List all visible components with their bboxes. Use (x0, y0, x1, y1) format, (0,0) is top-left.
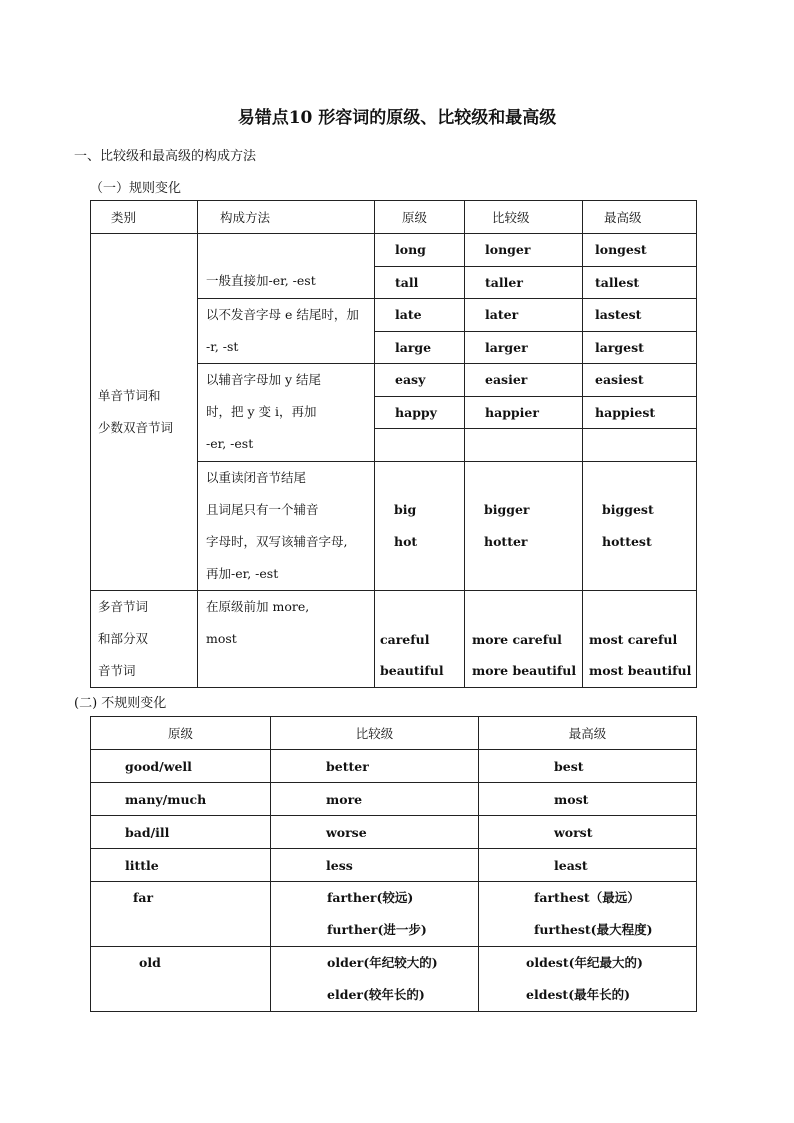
irregular-heading: (二) 不规则变化 (74, 696, 167, 711)
table-row (91, 234, 697, 267)
word: elder(较年长的) (327, 987, 425, 1002)
word: most beautiful (589, 662, 692, 678)
word: farther(较远) (327, 890, 414, 905)
header-comparative: 比较级 (465, 201, 583, 234)
method-line: most (206, 630, 237, 646)
method-line: 再加-er, -est (206, 565, 279, 581)
method-line: 以不发音字母 e 结尾时，加 (206, 307, 359, 322)
method-cell (198, 299, 375, 364)
method-line: 字母时，双写该辅音字母, (206, 533, 348, 549)
header-superlative: 最高级 (479, 717, 697, 750)
header-positive: 原级 (375, 201, 465, 234)
word-cell: far (91, 882, 271, 947)
table-row (91, 882, 697, 947)
table-row (91, 947, 697, 1012)
table-row (91, 783, 697, 816)
word-cell: easier (465, 364, 583, 397)
word-cell: easy (375, 364, 465, 397)
word-cell: good/well (91, 750, 271, 783)
category-line: 少数双音节词 (98, 419, 174, 435)
page-title: 易错点10 形容词的原级、比较级和最高级 (237, 108, 557, 128)
word-cell: least (479, 849, 697, 882)
category-multi (91, 590, 198, 687)
word-cell: lastest (583, 299, 697, 332)
word-cell: better (271, 750, 479, 783)
word-cell: longest (583, 234, 697, 267)
word: more careful (472, 631, 562, 647)
word-cell: bad/ill (91, 816, 271, 849)
method-line: 时，把 y 变 i，再加 (206, 404, 317, 420)
word: hottest (602, 533, 652, 549)
regular-heading: （一）规则变化 (90, 181, 182, 196)
word-cell: less (271, 849, 479, 882)
word-stack (271, 947, 479, 1012)
section-heading: 一、比较级和最高级的构成方法 (74, 149, 257, 164)
table-header-row (91, 201, 697, 234)
word: further(进一步) (327, 922, 427, 937)
method-cell (198, 590, 375, 687)
word-stack (465, 461, 583, 590)
word-cell: taller (465, 266, 583, 299)
word: bigger (484, 502, 530, 517)
category-line: 多音节词 (98, 598, 149, 614)
word-cell: easiest (583, 364, 697, 397)
word-cell: worse (271, 816, 479, 849)
word-cell: worst (479, 816, 697, 849)
empty-cell (465, 429, 583, 462)
word: biggest (602, 502, 654, 517)
word-cell: long (375, 234, 465, 267)
word-stack (583, 590, 697, 687)
header-category: 类别 (91, 201, 198, 234)
word-cell: little (91, 849, 271, 882)
word-cell: old (91, 947, 271, 1012)
word-cell: later (465, 299, 583, 332)
method-cell (198, 461, 375, 590)
word-cell: most (479, 783, 697, 816)
word-stack (479, 947, 697, 1012)
word: oldest(年纪最大的) (526, 955, 643, 970)
word-stack (465, 590, 583, 687)
word-cell: happy (375, 396, 465, 429)
header-comparative: 比较级 (271, 717, 479, 750)
header-superlative: 最高级 (583, 201, 697, 234)
word: furthest(最大程度) (534, 922, 653, 937)
word: farthest（最远） (534, 890, 640, 905)
table-row (91, 816, 697, 849)
method-cell (198, 234, 375, 299)
word-stack (583, 461, 697, 590)
word-cell: many/much (91, 783, 271, 816)
category-line: 单音节词和 (98, 387, 161, 403)
word-cell: happiest (583, 396, 697, 429)
word-stack (375, 590, 465, 687)
category-mono (91, 234, 198, 591)
word-stack (375, 461, 465, 590)
word-stack (479, 882, 697, 947)
method-line: -r, -st (206, 339, 239, 354)
word-cell: late (375, 299, 465, 332)
method-line: 以重读闭音节结尾 (206, 469, 307, 485)
header-method: 构成方法 (198, 201, 375, 234)
word-cell: longer (465, 234, 583, 267)
method-line: 以辅音字母加 y 结尾 (206, 372, 322, 388)
table-row (91, 590, 697, 687)
method-line: 一般直接加-er, -est (206, 273, 316, 288)
empty-cell (375, 429, 465, 462)
table-row (91, 849, 697, 882)
word-cell: best (479, 750, 697, 783)
word-cell: tallest (583, 266, 697, 299)
word: more beautiful (472, 662, 577, 678)
word: older(年纪较大的) (327, 955, 438, 970)
word: most careful (589, 631, 678, 647)
table-row (91, 750, 697, 783)
word: hotter (484, 533, 528, 549)
word-cell: happier (465, 396, 583, 429)
word: eldest(最年长的) (526, 987, 631, 1002)
empty-cell (583, 429, 697, 462)
word: careful (380, 631, 430, 647)
header-positive: 原级 (91, 717, 271, 750)
word-cell: largest (583, 331, 697, 364)
word-cell: large (375, 331, 465, 364)
word-cell: more (271, 783, 479, 816)
word: beautiful (380, 662, 444, 678)
regular-changes-table (90, 200, 697, 688)
word: big (394, 502, 417, 517)
category-line: 音节词 (98, 662, 136, 678)
word: hot (394, 533, 418, 549)
method-cell (198, 364, 375, 462)
word-cell: tall (375, 266, 465, 299)
method-line: -er, -est (206, 436, 254, 452)
category-line: 和部分双 (98, 630, 149, 646)
method-line: 且词尾只有一个辅音 (206, 501, 319, 517)
method-line: 在原级前加 more, (206, 598, 310, 614)
word-stack (271, 882, 479, 947)
irregular-changes-table (90, 716, 697, 1012)
word-cell: larger (465, 331, 583, 364)
table-header-row (91, 717, 697, 750)
